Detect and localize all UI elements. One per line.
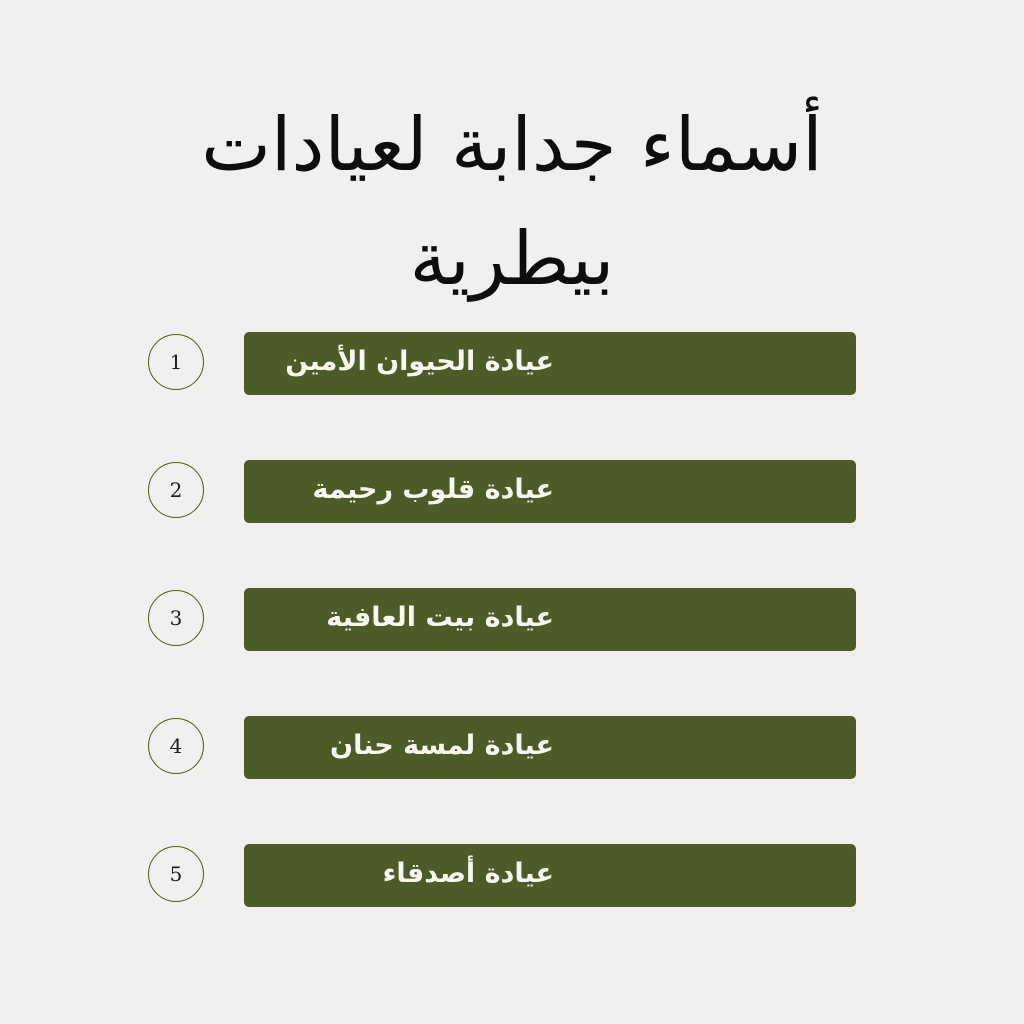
item-number-badge: 1 — [148, 334, 204, 390]
item-number-badge: 4 — [148, 718, 204, 774]
name-bar — [244, 332, 856, 395]
clinic-name-label: عيادة بيت العافية — [326, 602, 554, 633]
list-item — [0, 716, 1024, 780]
list-item — [0, 588, 1024, 652]
clinic-name-label: عيادة أصدقاء — [382, 858, 554, 889]
clinic-name-label: عيادة لمسة حنان — [330, 730, 554, 761]
list-item — [0, 844, 1024, 908]
item-number-badge: 5 — [148, 846, 204, 902]
name-bar — [244, 588, 856, 651]
name-bar — [244, 460, 856, 523]
name-bar — [244, 716, 856, 779]
list-item — [0, 460, 1024, 524]
list-item — [0, 332, 1024, 396]
page-title: أسماء جدابة لعيادات بيطرية — [201, 102, 823, 302]
clinic-name-label: عيادة الحيوان الأمين — [285, 346, 554, 377]
clinic-name-label: عيادة قلوب رحيمة — [312, 474, 554, 505]
item-number-badge: 2 — [148, 462, 204, 518]
item-number-badge: 3 — [148, 590, 204, 646]
name-bar — [244, 844, 856, 907]
